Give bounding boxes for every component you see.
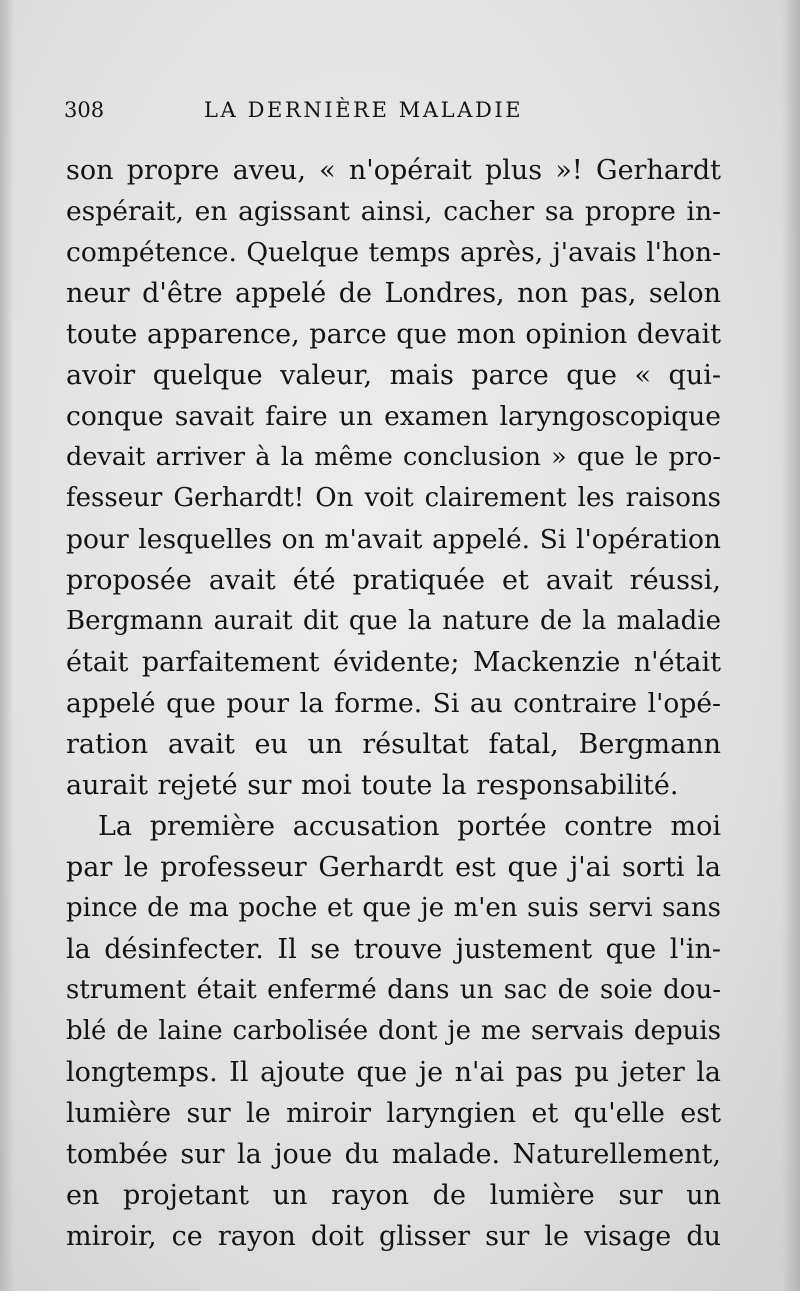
text-line: strument était enfermé dans un sac de soie dou- — [66, 975, 721, 1005]
text-line: fesseur Gerhardt! On voit clairement les raisons — [66, 483, 721, 513]
text-line: devait arriver à la même conclusion » que le pro- — [66, 442, 721, 472]
text-line: conque savait faire un examen laryngoscopique — [66, 401, 721, 432]
page-number: 308 — [64, 98, 105, 122]
text-line: appelé que pour la forme. Si au contraire l'opé- — [66, 688, 721, 719]
text-line: tombée sur la joue du malade. Naturellement, — [66, 1139, 721, 1170]
text-line: miroir, ce rayon doit glisser sur le visage du — [66, 1221, 721, 1252]
running-title: LA DERNIÈRE MALADIE — [204, 98, 524, 122]
text-line: blé de laine carbolisée dont je me servais depuis — [66, 1016, 721, 1046]
text-line: la désinfecter. Il se trouve justement que l'in- — [66, 934, 721, 965]
running-head — [64, 96, 724, 124]
text-line: avoir quelque valeur, mais parce que « qui- — [66, 360, 721, 391]
text-line: ration avait eu un résultat fatal, Bergmann — [66, 729, 721, 760]
text-line: aurait rejeté sur moi toute la responsabilité. — [66, 770, 679, 801]
text-line: compétence. Quelque temps après, j'avais l'hon- — [66, 237, 721, 268]
text-line: proposée avait été pratiquée et avait réussi, — [66, 565, 721, 596]
text-line: Bergmann aurait dit que la nature de la maladie — [66, 606, 721, 636]
text-line: espérait, en agissant ainsi, cacher sa propre in- — [66, 196, 721, 227]
text-line: lumière sur le miroir laryngien et qu'elle est — [66, 1098, 721, 1129]
paragraph-2 — [66, 806, 721, 1257]
text-line: en projetant un rayon de lumière sur un — [66, 1180, 721, 1211]
body-text — [66, 150, 721, 1257]
text-line: longtemps. Il ajoute que je n'ai pas pu jeter la — [66, 1057, 721, 1088]
text-line: par le professeur Gerhardt est que j'ai sorti la — [66, 852, 721, 883]
text-line: pince de ma poche et que je m'en suis servi sans — [66, 893, 721, 923]
paragraph-1 — [66, 150, 721, 806]
text-line: toute apparence, parce que mon opinion devait — [66, 319, 721, 350]
text-line: pour lesquelles on m'avait appelé. Si l'opération — [66, 524, 721, 555]
text-line: La première accusation portée contre moi — [98, 811, 721, 842]
text-line: neur d'être appelé de Londres, non pas, selon — [66, 278, 721, 309]
text-line: son propre aveu, « n'opérait plus »! Gerhardt — [66, 155, 721, 186]
text-line: était parfaitement évidente; Mackenzie n'était — [66, 647, 721, 678]
